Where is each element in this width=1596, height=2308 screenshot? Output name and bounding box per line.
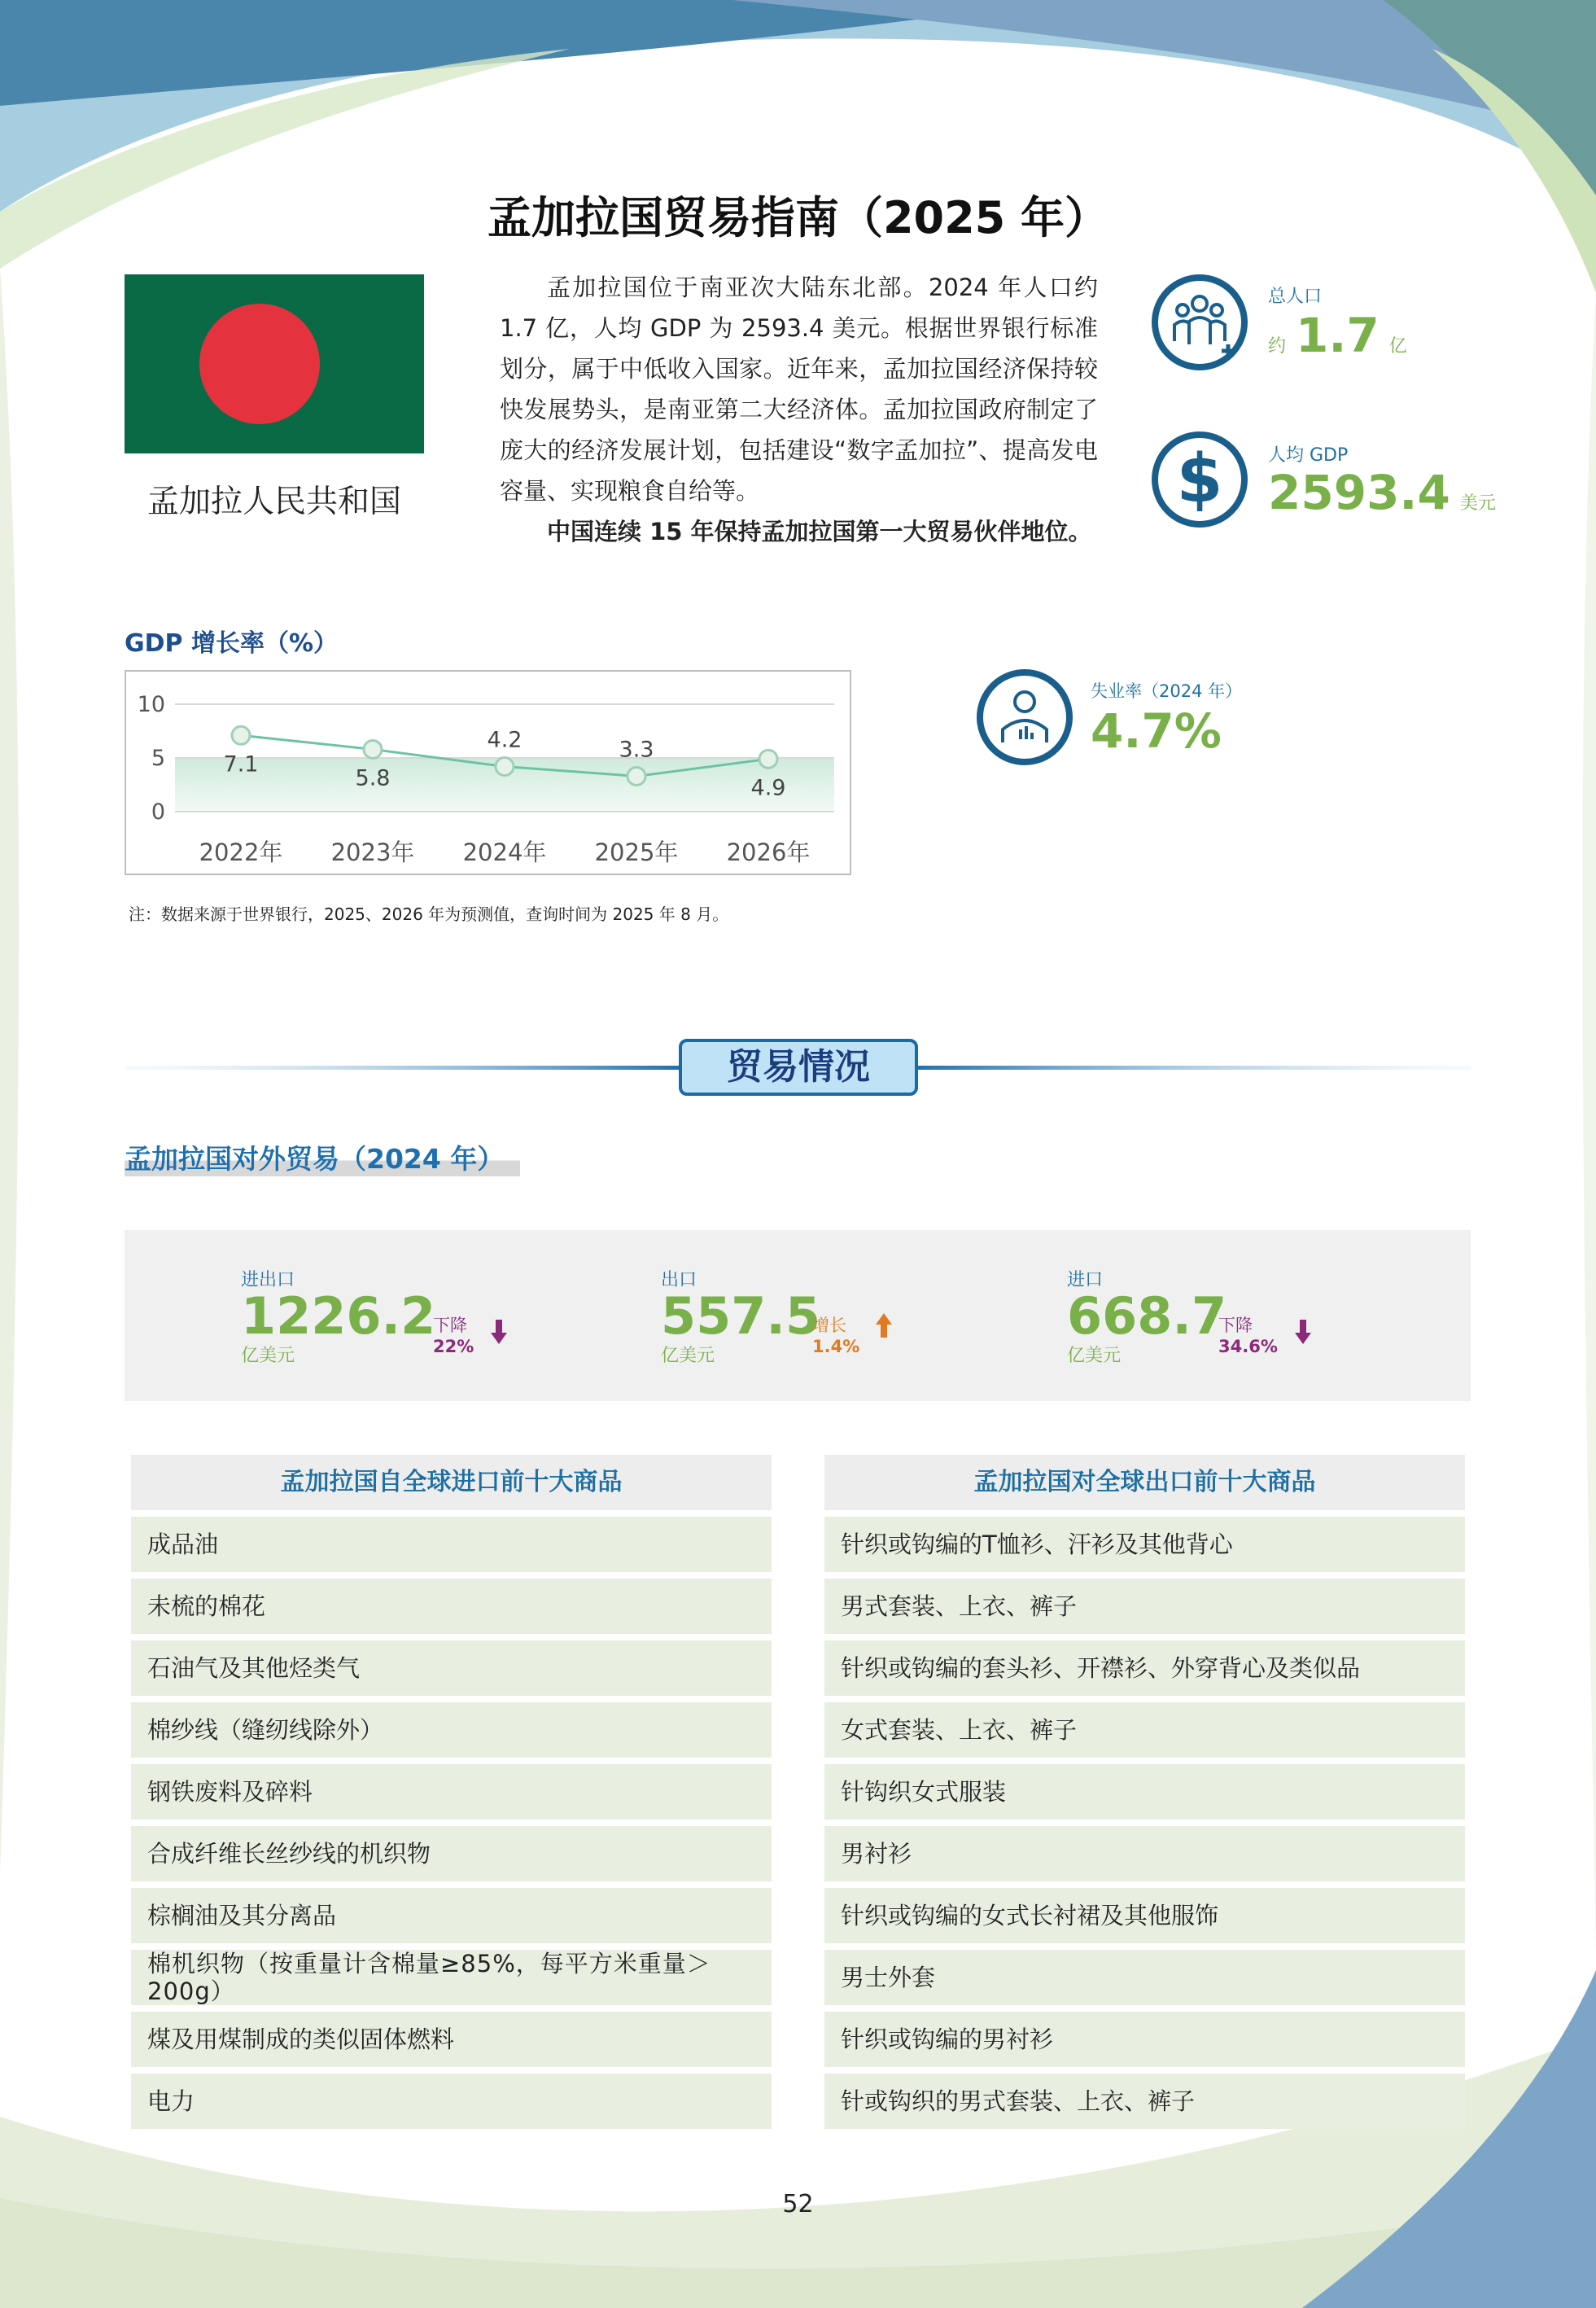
data-point bbox=[759, 750, 777, 768]
table-row: 石油气及其他烃类气 bbox=[131, 1640, 772, 1696]
table-row: 电力 bbox=[131, 2074, 772, 2129]
unemployment-value: 4.7% bbox=[1091, 703, 1222, 759]
gdp-chart-svg bbox=[126, 672, 850, 874]
trade-total-label: 进出口 bbox=[241, 1270, 295, 1290]
trade-export-change-value: 1.4% bbox=[812, 1337, 860, 1356]
arrow-down-icon bbox=[1292, 1316, 1314, 1346]
table-row: 针织或钩编的套头衫、开襟衫、外穿背心及类似品 bbox=[824, 1640, 1465, 1696]
gdp-per-capita-value: 2593.4 bbox=[1268, 465, 1450, 520]
table-row: 棕榈油及其分离品 bbox=[131, 1888, 772, 1943]
trade-export-change bbox=[812, 1312, 859, 1356]
trade-import-value: 668.7 bbox=[1067, 1286, 1227, 1346]
trade-total-change bbox=[433, 1312, 474, 1356]
trade-import-change bbox=[1218, 1312, 1278, 1356]
exports-table bbox=[824, 1455, 1465, 2129]
table-row: 煤及用煤制成的类似固体燃料 bbox=[131, 2012, 772, 2067]
table-row: 男衬衫 bbox=[824, 1826, 1465, 1881]
trade-export bbox=[661, 1266, 820, 1367]
x-tick-label: 2023年 bbox=[330, 839, 415, 866]
trade-export-change-label: 增长 bbox=[812, 1316, 846, 1335]
table-row: 合成纤维长丝纱线的机织物 bbox=[131, 1826, 772, 1881]
gdp-growth-chart bbox=[125, 670, 851, 875]
population-unit: 亿 bbox=[1388, 336, 1407, 357]
intro-paragraph: 孟加拉国位于南亚次大陆东北部。2024 年人口约 1.7 亿，人均 GDP 为 2593.4 美元。根据世界银行标准划分，属于中低收入国家。近年来，孟加拉国经济保持较快发展势头，是南亚第二大经济体。孟加拉国政府制定了庞大的经济发展计划，包括建设“数字孟加拉”、提高发电容量、实现粮食自给等。 bbox=[500, 274, 1098, 505]
chart-title: GDP 增长率（%） bbox=[125, 629, 339, 658]
dollar-icon bbox=[1152, 431, 1248, 528]
population-value: 1.7 bbox=[1296, 308, 1380, 363]
x-tick-label: 2026年 bbox=[726, 839, 811, 866]
x-tick-label: 2022年 bbox=[199, 839, 283, 866]
table-row: 棉纱线（缝纫线除外） bbox=[131, 1702, 772, 1758]
trade-import bbox=[1067, 1266, 1227, 1367]
trade-total-change-value: 22% bbox=[433, 1337, 474, 1356]
table-row: 女式套装、上衣、裤子 bbox=[824, 1702, 1465, 1758]
chart-note: 注：数据来源于世界银行，2025、2026 年为预测值，查询时间为 2025 年 8 月。 bbox=[129, 904, 729, 924]
svg-text:$: $ bbox=[1176, 440, 1223, 518]
population-stat bbox=[1268, 308, 1407, 363]
table-row: 男士外套 bbox=[824, 1950, 1465, 2005]
trade-export-unit: 亿美元 bbox=[661, 1346, 715, 1366]
country-name: 孟加拉人民共和国 bbox=[146, 484, 401, 520]
intro-text bbox=[500, 267, 1098, 552]
table-row: 未梳的棉花 bbox=[131, 1579, 772, 1634]
trade-import-change-value: 34.6% bbox=[1218, 1337, 1278, 1356]
gdp-per-capita-stat bbox=[1268, 465, 1496, 520]
gdp-per-capita-label: 人均 GDP bbox=[1268, 445, 1349, 466]
data-label: 4.2 bbox=[487, 727, 523, 753]
y-tick-label: 5 bbox=[151, 746, 165, 771]
x-tick-label: 2025年 bbox=[594, 839, 679, 866]
person-chart-icon bbox=[977, 669, 1073, 765]
arrow-down-icon bbox=[488, 1316, 509, 1346]
table-row: 针或钩织的男式套装、上衣、裤子 bbox=[824, 2074, 1465, 2129]
data-label: 4.9 bbox=[750, 775, 786, 801]
table-row: 针织或钩编的女式长衬裙及其他服饰 bbox=[824, 1888, 1465, 1943]
trade-total-change-label: 下降 bbox=[433, 1316, 467, 1335]
trade-import-change-label: 下降 bbox=[1218, 1316, 1253, 1335]
table-row: 棉机织物（按重量计含棉量≥85%，每平方米重量＞200g） bbox=[131, 1950, 772, 2005]
table-row: 针钩织女式服装 bbox=[824, 1764, 1465, 1820]
exports-table-title: 孟加拉国对全球出口前十大商品 bbox=[824, 1455, 1465, 1510]
x-tick-label: 2024年 bbox=[462, 839, 547, 866]
table-row: 成品油 bbox=[131, 1517, 772, 1572]
trade-export-value: 557.5 bbox=[661, 1286, 821, 1346]
trade-subtitle: 孟加拉国对外贸易（2024 年） bbox=[125, 1138, 520, 1176]
data-label: 5.8 bbox=[355, 765, 391, 791]
unemployment-label: 失业率（2024 年） bbox=[1091, 681, 1243, 701]
data-point bbox=[496, 758, 514, 776]
bangladesh-flag bbox=[125, 274, 424, 453]
population-label: 总人口 bbox=[1268, 287, 1323, 307]
trade-import-unit: 亿美元 bbox=[1067, 1346, 1122, 1366]
imports-table bbox=[131, 1455, 772, 2129]
trade-import-label: 进口 bbox=[1067, 1270, 1104, 1290]
page-title: 孟加拉国贸易指南（2025 年） bbox=[487, 192, 1109, 243]
data-label: 7.1 bbox=[223, 751, 259, 777]
section-title: 贸易情况 bbox=[679, 1039, 918, 1096]
table-row: 钢铁废料及碎料 bbox=[131, 1764, 772, 1820]
y-tick-label: 0 bbox=[151, 799, 165, 825]
trade-export-label: 出口 bbox=[661, 1270, 697, 1290]
imports-table-title: 孟加拉国自全球进口前十大商品 bbox=[131, 1455, 772, 1510]
data-label: 3.3 bbox=[619, 737, 654, 763]
people-icon bbox=[1152, 274, 1248, 370]
arrow-up-icon bbox=[873, 1312, 894, 1341]
table-row: 针织或钩编的男衬衫 bbox=[824, 2012, 1465, 2067]
trade-total bbox=[241, 1266, 435, 1367]
table-row: 男式套装、上衣、裤子 bbox=[824, 1579, 1465, 1634]
data-point bbox=[232, 726, 250, 744]
page-number: 52 bbox=[782, 2190, 814, 2218]
trade-total-value: 1226.2 bbox=[241, 1286, 436, 1346]
data-point bbox=[627, 767, 645, 785]
data-point bbox=[364, 740, 382, 758]
table-row: 针织或钩编的T恤衫、汗衫及其他背心 bbox=[824, 1517, 1465, 1572]
y-tick-label: 10 bbox=[137, 692, 165, 717]
trade-total-unit: 亿美元 bbox=[241, 1346, 295, 1366]
gdp-per-capita-unit: 美元 bbox=[1459, 493, 1496, 514]
population-prefix: 约 bbox=[1268, 336, 1287, 357]
intro-highlight: 中国连续 15 年保持孟加拉国第一大贸易伙伴地位。 bbox=[547, 518, 1092, 545]
